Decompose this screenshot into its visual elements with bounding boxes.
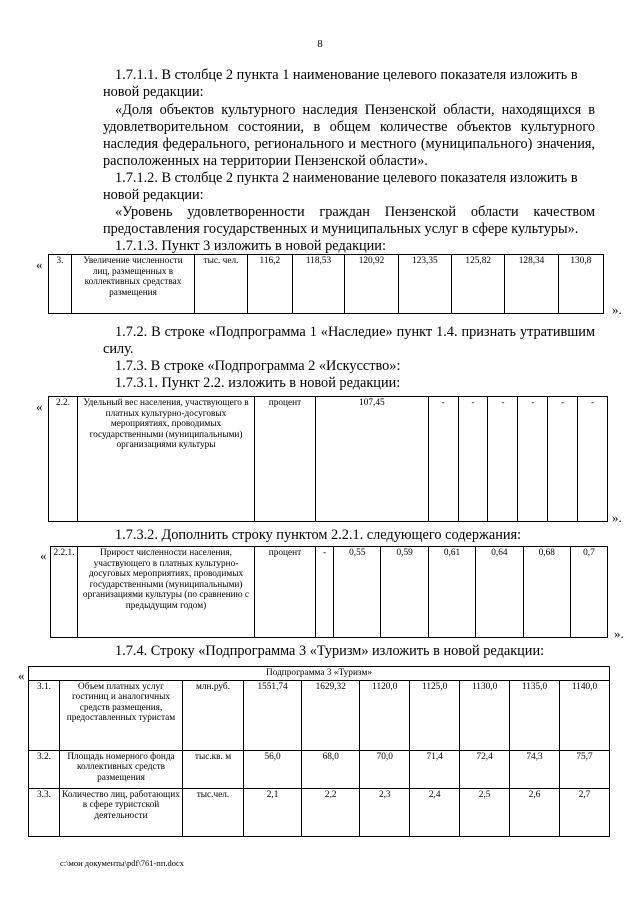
page-number: 8	[317, 38, 323, 50]
quote-close-2: ».	[612, 510, 622, 525]
quote-close-1: ».	[612, 302, 622, 317]
para-1-7-4: 1.7.4. Строку «Подпрограмма 3 «Туризм» изложить в новой редакции:	[115, 643, 545, 659]
table-row: 3.3. Количество лиц, работающих в сфере туристской деятельности тыс.чел. 2,1 2,2 2,3 2,4 2,5 2,6 2,7	[29, 788, 610, 836]
para-1-7-1-2-cont: новой редакции:	[103, 187, 204, 203]
table-header: Подпрограмма 3 «Туризм»	[29, 667, 610, 681]
table-item-2-2-1	[50, 546, 608, 638]
table-header-row	[29, 667, 610, 681]
para-1-7-2: 1.7.2. В строке «Подпрограмма 1 «Наследие» пункт 1.4. признать утратившим силу.	[103, 324, 595, 357]
para-1-7-3-1: 1.7.3.1. Пункт 2.2. изложить в новой редакции:	[115, 375, 401, 391]
para-1-7-1-3: 1.7.1.3. Пункт 3 изложить в новой редакции:	[115, 238, 386, 254]
para-1-7-1-1: 1.7.1.1. В столбце 2 пункта 1 наименование целевого показателя изложить в	[115, 67, 578, 83]
quote-open-4: «	[18, 668, 25, 683]
table-row: 2.2.1. Прирост численности населения, участвующего в платных культурно-досуговых мероприятиях, проводимых государственными (муниципальными) организациями культуры (по сравнению с предыдущим годом) процент - 0,55 0,59 0,61 0,64 0,68 0,7	[51, 547, 608, 638]
para-1-7-1-2: 1.7.1.2. В столбце 2 пункта 2 наименование целевого показателя изложить в	[115, 170, 578, 186]
quote-open-3: «	[40, 548, 47, 563]
table-item-3	[48, 254, 604, 314]
table-row: 3. Увеличение численности лиц, размещенных в коллективных средствах размещения тыс. чел. 116,2 118,53 120,92 123,35 125,82 128,34 130,8	[49, 255, 604, 314]
para-1-7-3: 1.7.3. В строке «Подпрограмма 2 «Искусство»:	[115, 358, 401, 374]
table-item-2-2	[48, 396, 608, 522]
table-subprogram-3-tourism	[28, 666, 610, 837]
table-row: 3.1. Объем платных услуг гостиниц и аналогичных средств размещения, предоставленных туристам млн.руб. 1551,74 1629,32 1120,0 1125,0 1130,0 1135,0 1140,0	[29, 680, 610, 750]
para-quote-1: «Доля объектов культурного наследия Пензенской области, находящихся в удовлетворительном состоянии, в общем количестве объектов культурного наследия федерального, регионального и местного (муниципального) значения, расположенных на территории Пензенской области».	[103, 102, 595, 169]
para-1-7-1-1-cont: новой редакции:	[103, 84, 204, 100]
quote-open-2: «	[36, 399, 43, 414]
quote-close-3: ».	[614, 626, 624, 641]
table-row: 2.2. Удельный вес населения, участвующего в платных культурно-досуговых мероприятиях, проводимых государственными (муниципальными) организациями культуры процент 107,45 - - - - - -	[49, 397, 608, 522]
quote-open-1: «	[36, 257, 43, 272]
para-quote-2: «Уровень удовлетворенности граждан Пензенской области качеством предоставления государственных и муниципальных услуг в сфере культуры».	[103, 204, 595, 237]
table-row: 3.2. Площадь номерного фонда коллективных средств размещения тыс.кв. м 56,0 68,0 70,0 71,4 72,4 74,3 75,7	[29, 750, 610, 788]
para-1-7-3-2: 1.7.3.2. Дополнить строку пунктом 2.2.1. следующего содержания:	[115, 527, 522, 543]
footer-file-path: c:\мои документы\pdf\761-пп.docx	[60, 858, 185, 868]
